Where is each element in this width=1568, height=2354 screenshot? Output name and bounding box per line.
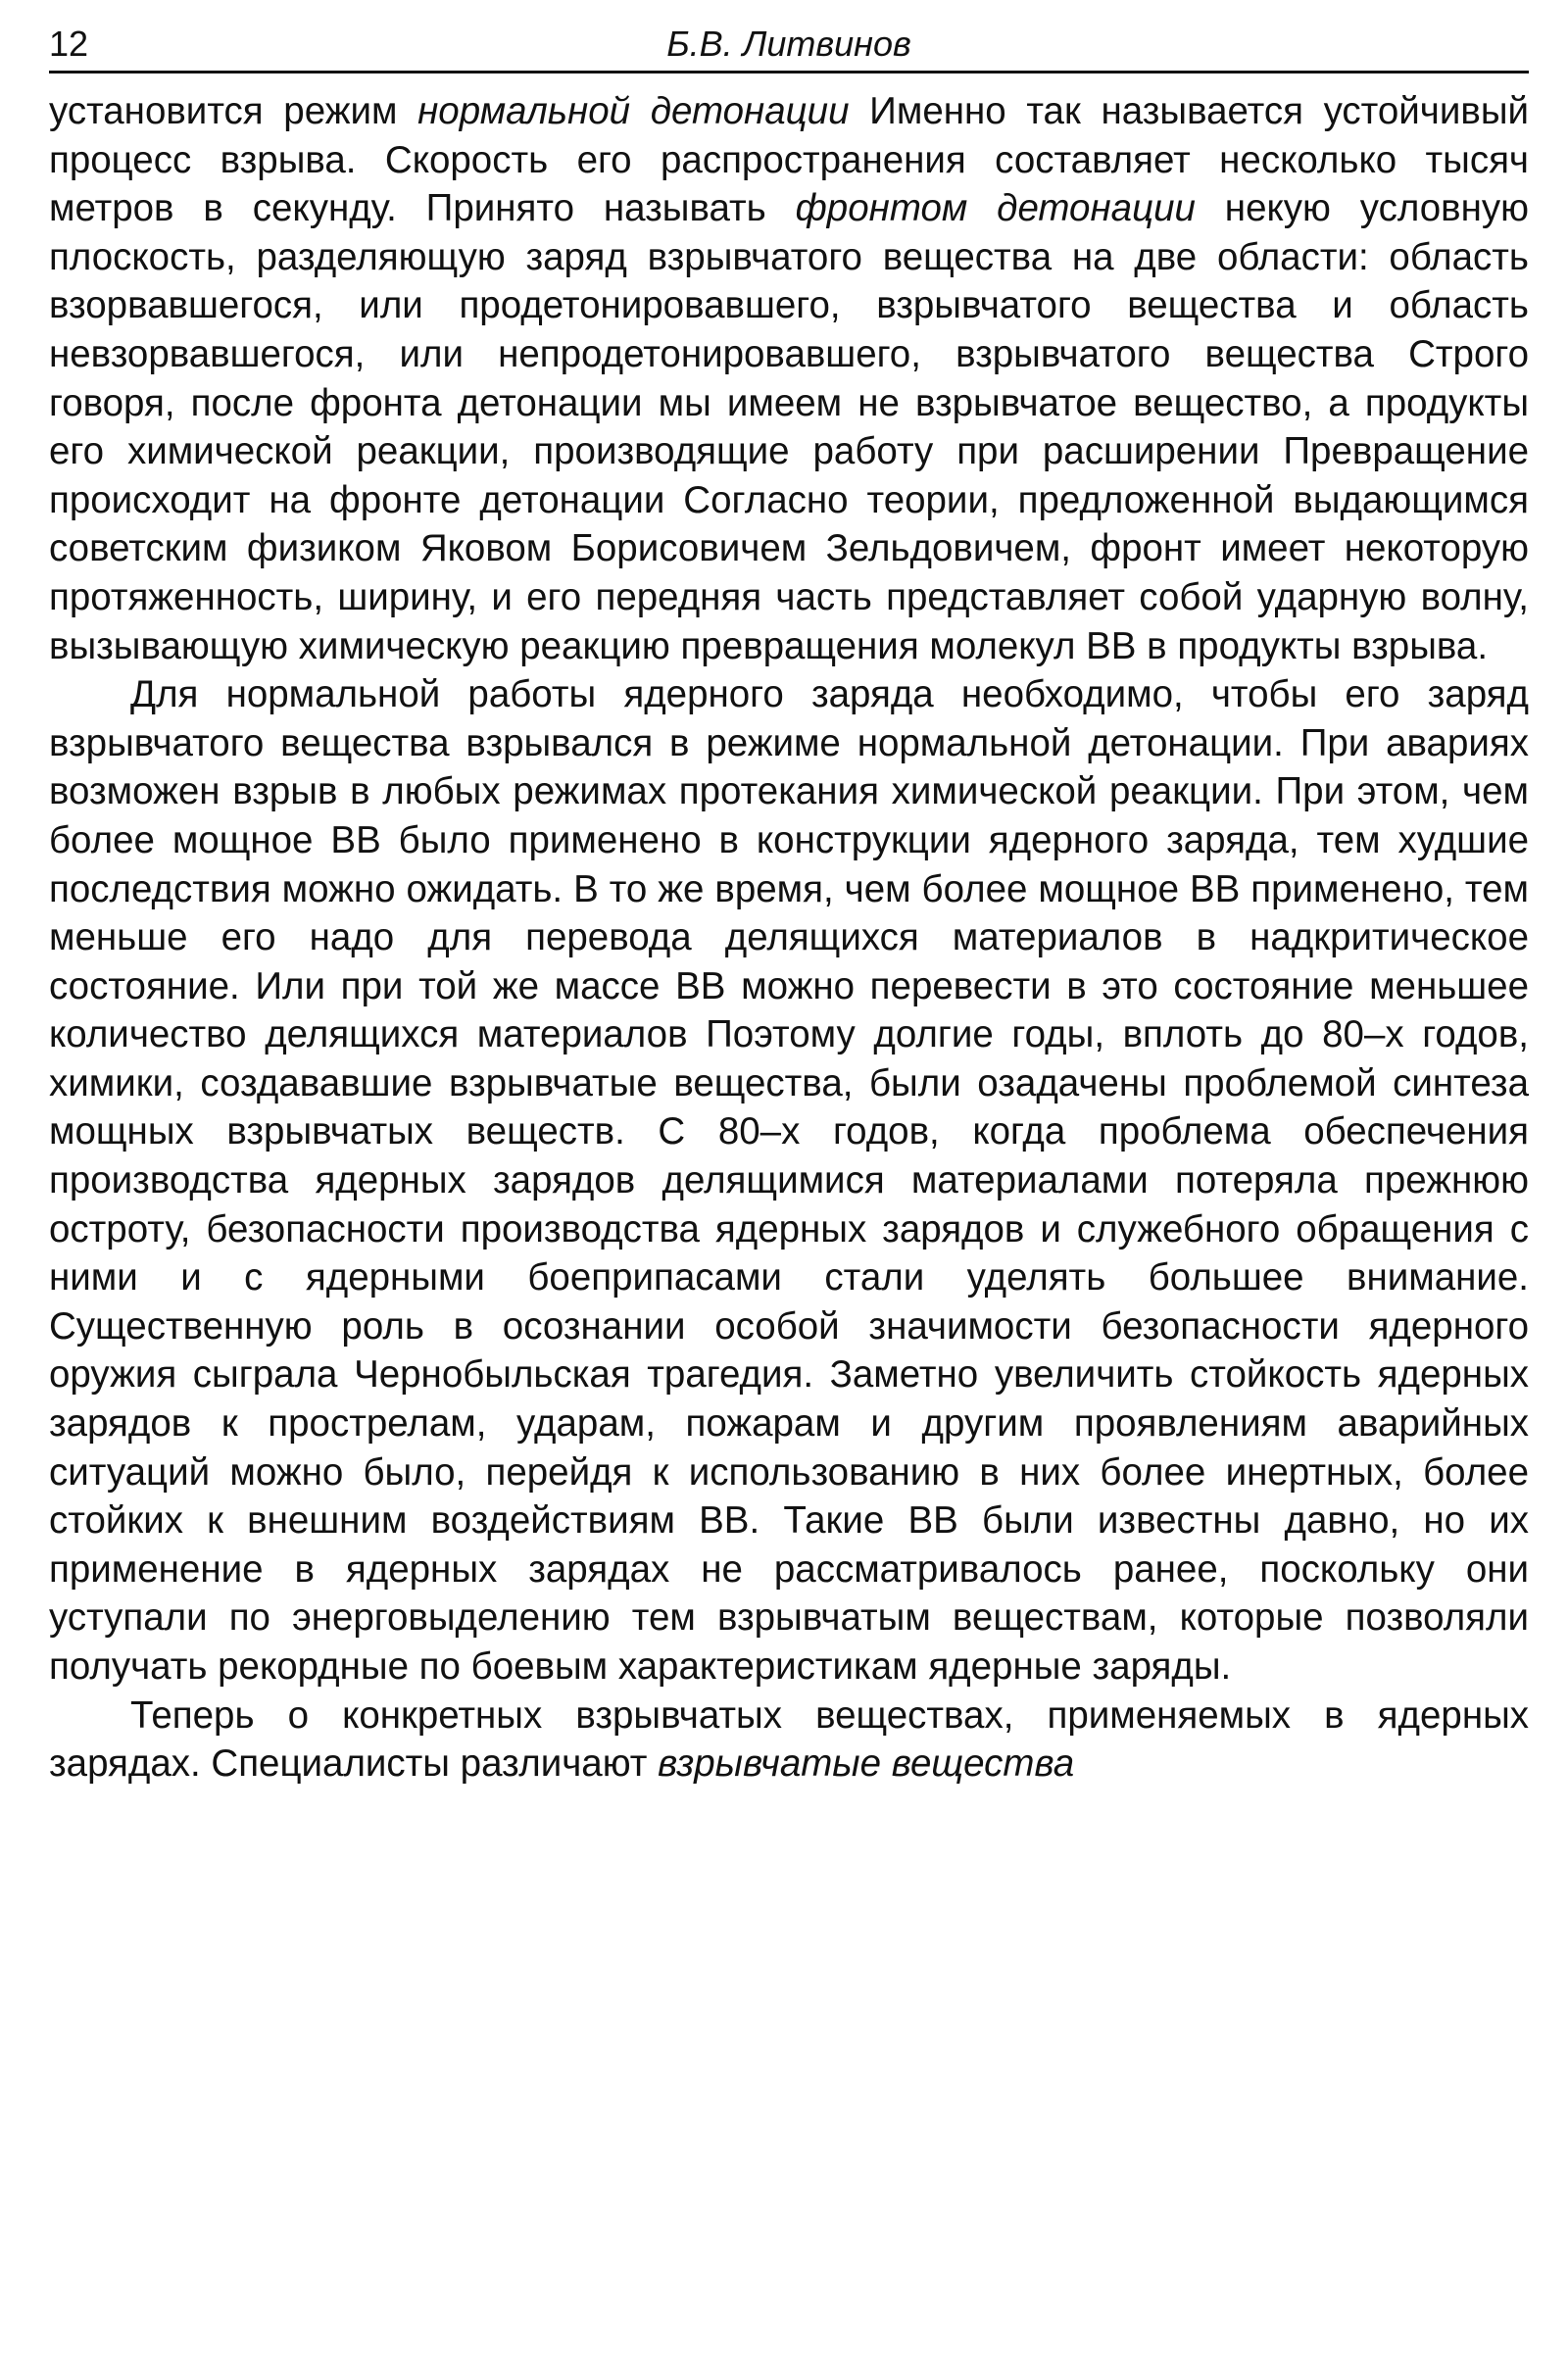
emphasis-term: нормальной детонации (417, 90, 850, 132)
text-run: Для нормальной работы ядерного заряда необходимо, чтобы его заряд взрывчатого вещества взрывался в режиме нормальной детонации. При авариях возможен взрыв в любых режимах протекания химической реакции. При этом, чем более мощное ВВ было применено в конструкции ядерного заряда, тем худшие последствия можно ожидать. В то же время, чем более мощное ВВ применено, тем меньше его надо для перевода делящихся материалов в надкритическое состояние. Или при той же массе ВВ можно перевести в это состояние меньшее количество делящихся материалов Поэтому долгие годы, вплоть до 80–х годов, химики, создававшие взрывчатые вещества, были озадачены проблемой синтеза мощных взрывчатых веществ. С 80–х годов, когда проблема обеспечения производства ядерных зарядов делящимися материалами потеряла прежнюю остроту, безопасности производства ядерных зарядов и служебного обращения с ними и с ядерными боеприпасами стали уделять большее внимание. Существенную роль в осознании особой значимости безопасности ядерного оружия сыграла Чернобыльская трагедия. Заметно увеличить стойкость ядерных зарядов к прострелам, ударам, пожарам и другим проявлениям аварийных ситуаций можно было, перейдя к использованию в них более инертных, более стойких к внешним воздействиям ВВ. Такие ВВ были известны давно, но их применение в ядерных зарядах не рассматривалось ранее, поскольку они уступали по энерговыделению тем взрывчатым веществам, которые позволяли получать рекордные по боевым характеристикам ядерные заряды. (49, 673, 1529, 1688)
emphasis-term: фронтом детонации (795, 187, 1196, 230)
text-run: установится режим (49, 90, 418, 132)
body-text (49, 87, 1529, 1789)
paragraph-3 (49, 1692, 1529, 1789)
text-run: Теперь о конкретных взрывчатых веществах, применяемых в ядерных зарядах. Специалисты различают (49, 1693, 1529, 1786)
emphasis-term: взрывчатые вещества (658, 1742, 1075, 1786)
text-run: Именно так называется устойчивый процесс взрыва. Скорость его распространения составляет несколько тысяч метров в секунду. Принято называть (49, 90, 1529, 230)
paragraph-2 (49, 670, 1529, 1691)
paragraph-1 (49, 87, 1529, 670)
running-title: Б.В. Литвинов (666, 24, 911, 64)
page-header (49, 22, 1529, 74)
book-page (49, 22, 1529, 1789)
page-number: 12 (49, 24, 89, 64)
text-run: некую условную плоскость, разделяющую заряд взрывчатого вещества на две области: область взорвавшегося, или продетонировавшего, взрывчатого вещества и область невзорвавшегося, или непродетонировавшего, взрывчатого вещества Строго говоря, после фронта детонации мы имеем не взрывчатое вещество, а продукты его химической реакции, производящие работу при расширении Превращение происходит на фронте детонации Согласно теории, предложенной выдающимся советским физиком Яковом Борисовичем Зельдовичем, фронт имеет некоторую протяженность, ширину, и его передняя часть представляет собой ударную волну, вызывающую химическую реакцию превращения молекул ВВ в продукты взрыва. (49, 187, 1529, 667)
